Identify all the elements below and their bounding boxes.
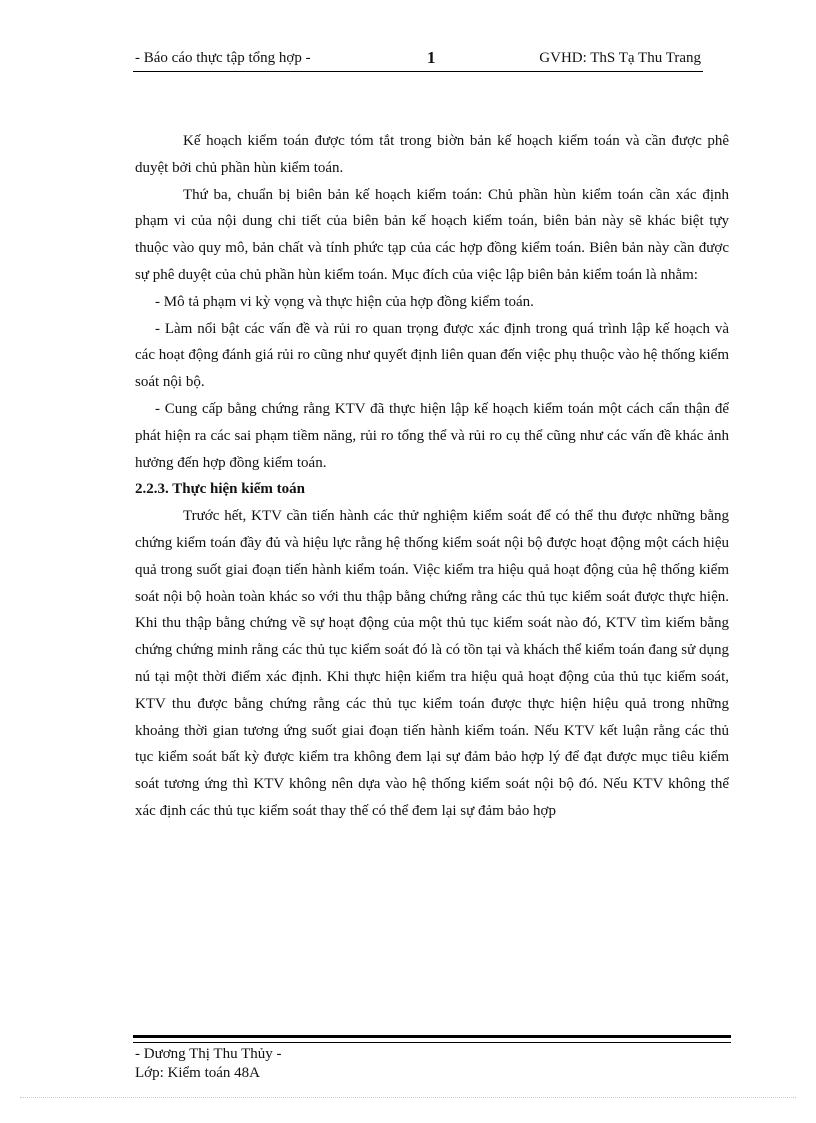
document-body <box>135 128 729 825</box>
header-divider <box>133 71 703 72</box>
header-supervisor: GVHD: ThS Tạ Thu Trang <box>539 50 701 66</box>
page-header <box>133 44 703 70</box>
paragraph-third-step: Thứ ba, chuẩn bị biên bản kế hoạch kiểm toán: Chủ phần hùn kiểm toán cần xác định phạm vi của nội dung chi tiết của biên bản kế hoạch kiểm toán, biên bản này sẽ khác biệt tựy thuộc vào quy mô, bản chất và tính phức tạp của các hợp đồng kiểm toán. Biên bản này cần được sự phê duyệt của chủ phần hùn kiểm toán. Mục đích của việc lập biên bản kiểm toán là nhằm: <box>135 186 729 283</box>
bullet-scope: - Mô tả phạm vi kỳ vọng và thực hiện của hợp đồng kiểm toán. <box>155 293 534 310</box>
page-footer <box>135 1045 281 1083</box>
paragraph-audit-execution: Trước hết, KTV cần tiến hành các thử nghiệm kiểm soát để có thể thu được những bằng chứng kiểm toán đầy đủ và hiệu lực rằng hệ thống kiểm soát nội bộ được hoạt động một cách hiệu quả trong suốt giai đoạn tiến hành kiểm toán. Việc kiểm tra hiệu quả hoạt động của hệ thống kiểm soát nội bộ hoàn toàn khác so với thu thập bằng chứng rằng các thủ tục kiểm soát được thực hiện. Khi thu thập bằng chứng về sự hoạt động của một thủ tục kiểm soát nào đó, KTV tìm kiếm bằng chứng chứng minh rằng các thủ tục kiểm soát đó là có tồn tại và khách thể kiểm toán đang sử dụng nú tại một thời điểm xác định. Khi thực hiện kiểm tra hiệu quả hoạt động của thủ tục kiểm soát, KTV thu được bằng chứng rằng các thủ tục kiểm toán được thực hiện hiệu quả trong những khoảng thời gian tương ứng suốt giai đoạn tiến hành kiểm toán. Nếu KTV kết luận rằng các thủ tục kiểm soát bất kỳ được kiểm tra không đem lại sự đảm bảo hợp lý để đạt được mục tiêu kiểm soát tương ứng thì KTV không nên dựa vào hệ thống kiểm soát nội bộ đó. Nếu KTV không thể xác định các thủ tục kiểm soát thay thế có thể đem lại sự đảm bảo hợp <box>135 508 729 819</box>
bullet-evidence: - Cung cấp bằng chứng rằng KTV đã thực hiện lập kế hoạch kiểm toán một cách cẩn thận để phát hiện ra các sai phạm tiềm năng, rủi ro tổng thể và rủi ro cụ thể cũng như các vấn đề khác ảnh hưởng đến hợp đồng kiểm toán. <box>135 400 729 471</box>
page-number: 1 <box>427 48 436 67</box>
paragraph-plan-summary: Kế hoạch kiểm toán được tóm tắt trong biờn bản kế hoạch kiểm toán và cần được phê duyệt bởi chủ phần hùn kiểm toán. <box>135 133 729 176</box>
footer-divider-thick <box>133 1035 731 1038</box>
footer-class: Lớp: Kiểm toán 48A <box>135 1065 260 1081</box>
footer-divider-thin <box>133 1042 731 1043</box>
page-bottom-border <box>20 1097 796 1098</box>
footer-author: - Dương Thị Thu Thủy - <box>135 1046 282 1062</box>
bullet-risks: - Làm nổi bật các vấn đề và rủi ro quan trọng được xác định trong quá trình lập kế hoạch và các hoạt động đánh giá rủi ro cũng như quyết định liên quan đến việc phụ thuộc vào hệ thống kiểm soát nội bộ. <box>135 320 729 391</box>
section-heading: 2.2.3. Thực hiện kiểm toán <box>135 481 305 498</box>
header-report-title: - Báo cáo thực tập tổng hợp - <box>135 50 311 66</box>
